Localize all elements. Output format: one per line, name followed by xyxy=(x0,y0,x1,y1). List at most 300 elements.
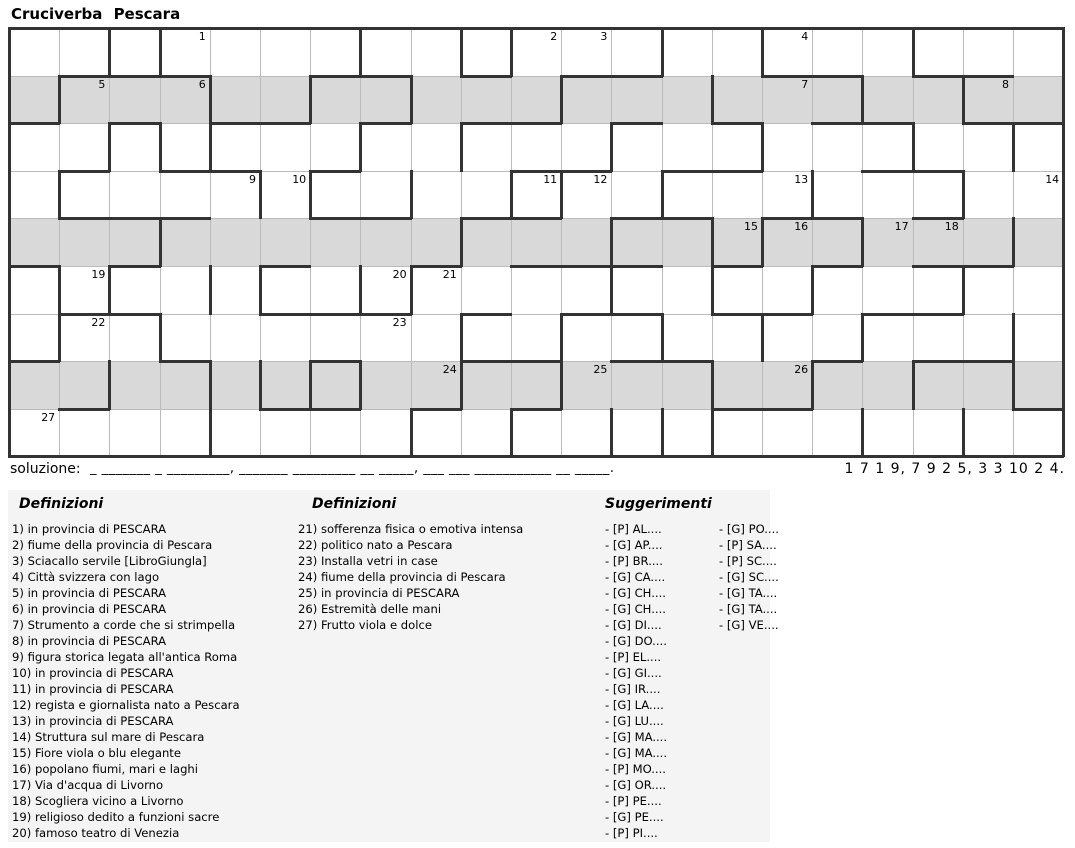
grid-cell[interactable] xyxy=(160,76,210,124)
grid-cell[interactable] xyxy=(310,171,360,219)
grid-cell[interactable] xyxy=(812,123,862,171)
grid-cell[interactable] xyxy=(963,123,1013,171)
grid-cell[interactable] xyxy=(611,76,661,124)
grid-cell[interactable] xyxy=(360,314,410,362)
word-boundary xyxy=(259,313,412,316)
grid-cell[interactable] xyxy=(461,266,511,314)
clue-item: 2) fiume della provincia di Pescara xyxy=(12,538,213,552)
grid-cell[interactable] xyxy=(461,123,511,171)
word-boundary xyxy=(159,122,162,172)
grid-cell[interactable] xyxy=(561,123,611,171)
grid-cell[interactable] xyxy=(160,171,210,219)
grid-cell[interactable] xyxy=(1013,28,1063,76)
word-boundary xyxy=(560,75,662,78)
grid-cell[interactable] xyxy=(712,28,762,76)
grid-cell[interactable] xyxy=(260,123,310,171)
grid-cell[interactable] xyxy=(260,361,310,409)
word-boundary xyxy=(711,122,763,125)
grid-cell[interactable] xyxy=(662,266,712,314)
word-boundary xyxy=(309,170,312,220)
word-boundary xyxy=(861,313,963,316)
grid-cell[interactable] xyxy=(762,123,812,171)
grid-cell[interactable] xyxy=(963,314,1013,362)
word-boundary xyxy=(259,265,262,315)
grid-cell[interactable] xyxy=(712,314,762,362)
grid-cell[interactable] xyxy=(662,409,712,457)
grid-cell[interactable] xyxy=(812,361,862,409)
grid-cell[interactable] xyxy=(812,218,862,266)
grid-cell[interactable] xyxy=(862,171,912,219)
solution-pattern: 1 7 1 9, 7 9 2 5, 3 3 10 2 4. xyxy=(844,461,1065,477)
word-boundary xyxy=(58,408,110,411)
grid-cell[interactable] xyxy=(511,123,561,171)
grid-cell[interactable] xyxy=(411,409,461,457)
word-boundary xyxy=(610,265,613,315)
grid-cell[interactable] xyxy=(109,76,159,124)
grid-line xyxy=(511,28,512,456)
grid-cell[interactable] xyxy=(561,314,611,362)
grid-cell[interactable] xyxy=(1013,266,1063,314)
word-boundary xyxy=(711,408,813,411)
word-boundary xyxy=(1012,217,1015,267)
grid-cell[interactable] xyxy=(360,361,410,409)
grid-cell[interactable] xyxy=(461,28,511,76)
grid-cell[interactable] xyxy=(160,409,210,457)
word-boundary xyxy=(8,265,60,268)
word-boundary xyxy=(410,265,413,315)
grid-cell[interactable] xyxy=(411,76,461,124)
grid-cell[interactable] xyxy=(411,171,461,219)
word-boundary xyxy=(460,313,512,316)
grid-cell[interactable] xyxy=(411,266,461,314)
word-boundary xyxy=(460,360,463,410)
word-boundary xyxy=(811,265,814,315)
grid-cell[interactable] xyxy=(963,266,1013,314)
hint-item: - [P] SC.... xyxy=(719,554,777,568)
grid-cell[interactable] xyxy=(712,76,762,124)
grid-cell[interactable] xyxy=(210,171,260,219)
grid-cell[interactable] xyxy=(260,171,310,219)
clue-item: 18) Scogliera vicino a Livorno xyxy=(12,794,184,808)
grid-cell[interactable] xyxy=(611,266,661,314)
word-boundary xyxy=(962,408,965,458)
grid-cell[interactable] xyxy=(9,28,59,76)
grid-cell[interactable] xyxy=(611,409,661,457)
grid-cell[interactable] xyxy=(511,409,561,457)
grid-cell[interactable] xyxy=(260,28,310,76)
word-boundary xyxy=(410,170,413,220)
grid-cell[interactable] xyxy=(963,28,1013,76)
grid-cell[interactable] xyxy=(310,314,360,362)
word-boundary xyxy=(811,265,863,268)
grid-cell[interactable] xyxy=(662,123,712,171)
grid-cell[interactable] xyxy=(862,218,912,266)
grid-cell[interactable] xyxy=(611,28,661,76)
grid-cell[interactable] xyxy=(712,218,762,266)
grid-cell[interactable] xyxy=(561,266,611,314)
grid-cell[interactable] xyxy=(662,361,712,409)
grid-cell[interactable] xyxy=(1013,171,1063,219)
grid-cell[interactable] xyxy=(360,28,410,76)
grid-cell[interactable] xyxy=(160,28,210,76)
hint-item: - [G] MA.... xyxy=(605,730,668,744)
hint-item: - [G] GI.... xyxy=(605,666,662,680)
grid-cell[interactable] xyxy=(712,123,762,171)
grid-cell[interactable] xyxy=(662,314,712,362)
hint-item: - [G] PO.... xyxy=(719,522,779,536)
grid-cell[interactable] xyxy=(862,76,912,124)
grid-cell[interactable] xyxy=(913,218,963,266)
grid-cell[interactable] xyxy=(461,171,511,219)
clue-item: 7) Strumento a corde che si strimpella xyxy=(12,618,236,632)
grid-cell[interactable] xyxy=(360,409,410,457)
grid-cell[interactable] xyxy=(1013,409,1063,457)
word-boundary xyxy=(8,455,1064,458)
grid-cell[interactable] xyxy=(762,314,812,362)
grid-cell[interactable] xyxy=(411,123,461,171)
grid-cell[interactable] xyxy=(160,314,210,362)
word-boundary xyxy=(711,75,714,125)
grid-cell[interactable] xyxy=(411,28,461,76)
solution-label: soluzione: xyxy=(10,461,81,477)
grid-cell[interactable] xyxy=(260,409,310,457)
hint-item: - [P] PE.... xyxy=(605,794,662,808)
grid-cell[interactable] xyxy=(360,171,410,219)
grid-cell[interactable] xyxy=(862,266,912,314)
grid-cell[interactable] xyxy=(109,361,159,409)
grid-cell[interactable] xyxy=(1013,218,1063,266)
grid-cell[interactable] xyxy=(662,171,712,219)
grid-cell[interactable] xyxy=(210,28,260,76)
grid-cell[interactable] xyxy=(59,409,109,457)
grid-cell[interactable] xyxy=(662,76,712,124)
grid-cell[interactable] xyxy=(963,76,1013,124)
grid-cell[interactable] xyxy=(411,218,461,266)
grid-cell[interactable] xyxy=(561,361,611,409)
grid-cell[interactable] xyxy=(1013,361,1063,409)
grid-cell[interactable] xyxy=(360,218,410,266)
clue-item: 27) Frutto viola e dolce xyxy=(298,618,432,632)
clue-item: 4) Città svizzera con lago xyxy=(12,570,160,584)
hint-item: - [P] AL.... xyxy=(605,522,662,536)
grid-cell[interactable] xyxy=(160,266,210,314)
clue-item: 25) in provincia di PESCARA xyxy=(298,586,460,600)
grid-cell[interactable] xyxy=(862,314,912,362)
grid-cell[interactable] xyxy=(913,409,963,457)
grid-cell[interactable] xyxy=(611,361,661,409)
grid-cell[interactable] xyxy=(913,76,963,124)
grid-cell[interactable] xyxy=(360,76,410,124)
word-boundary xyxy=(159,313,162,363)
clue-item: 19) religioso dedito a funzioni sacre xyxy=(12,810,220,824)
grid-cell[interactable] xyxy=(210,123,260,171)
grid-cell[interactable] xyxy=(561,76,611,124)
grid-cell[interactable] xyxy=(662,218,712,266)
clue-item: 24) fiume della provincia di Pescara xyxy=(298,570,506,584)
hint-item: - [G] TA.... xyxy=(719,602,778,616)
clue-item: 1) in provincia di PESCARA xyxy=(12,522,167,536)
grid-cell[interactable] xyxy=(913,123,963,171)
word-boundary xyxy=(1062,27,1065,457)
word-boundary xyxy=(460,360,562,363)
grid-cell[interactable] xyxy=(561,171,611,219)
clue-list-left xyxy=(12,521,240,841)
grid-cell[interactable] xyxy=(109,266,159,314)
word-boundary xyxy=(209,408,212,458)
clues-panel xyxy=(8,490,779,842)
grid-cell[interactable] xyxy=(310,76,360,124)
crossword-grid xyxy=(9,28,1063,458)
word-boundary xyxy=(761,313,764,363)
word-boundary xyxy=(861,75,864,125)
grid-cell[interactable] xyxy=(9,314,59,362)
grid-cell[interactable] xyxy=(762,361,812,409)
hint-item: - [G] IR.... xyxy=(605,682,661,696)
grid-cell[interactable] xyxy=(561,28,611,76)
grid-cell[interactable] xyxy=(260,266,310,314)
grid-cell[interactable] xyxy=(812,76,862,124)
word-boundary xyxy=(661,170,763,173)
solution-blanks[interactable]: _ _______ _ _________, _______ _________ __ _____, ___ ___ ___________ __ _____. xyxy=(90,461,615,476)
grid-cell[interactable] xyxy=(1013,123,1063,171)
grid-cell[interactable] xyxy=(59,218,109,266)
grid-cell[interactable] xyxy=(511,171,561,219)
grid-cell[interactable] xyxy=(862,28,912,76)
word-boundary xyxy=(610,122,613,172)
word-boundary xyxy=(209,360,212,410)
grid-cell[interactable] xyxy=(59,266,109,314)
grid-cell[interactable] xyxy=(310,266,360,314)
grid-cell[interactable] xyxy=(260,314,310,362)
word-boundary xyxy=(711,217,714,267)
grid-cell[interactable] xyxy=(762,76,812,124)
grid-cell[interactable] xyxy=(59,28,109,76)
grid-cell[interactable] xyxy=(109,28,159,76)
grid-cell[interactable] xyxy=(913,314,963,362)
grid-cell[interactable] xyxy=(963,409,1013,457)
clue-item: 16) popolano fiumi, mari e laghi xyxy=(12,762,198,776)
grid-cell[interactable] xyxy=(9,76,59,124)
grid-cell[interactable] xyxy=(59,361,109,409)
word-boundary xyxy=(359,122,411,125)
grid-cell[interactable] xyxy=(310,409,360,457)
grid-cell[interactable] xyxy=(712,266,762,314)
word-boundary xyxy=(58,170,61,220)
grid-cell[interactable] xyxy=(762,171,812,219)
word-boundary xyxy=(912,27,915,77)
grid-cell[interactable] xyxy=(59,76,109,124)
grid-cell[interactable] xyxy=(762,218,812,266)
grid-cell[interactable] xyxy=(461,218,511,266)
title-word-1: Cruciverba xyxy=(11,5,103,23)
grid-cell[interactable] xyxy=(9,361,59,409)
grid-cell[interactable] xyxy=(862,409,912,457)
hint-item: - [G] LU.... xyxy=(605,714,664,728)
grid-cell[interactable] xyxy=(210,76,260,124)
grid-cell[interactable] xyxy=(511,314,561,362)
hint-item: - [G] CH.... xyxy=(605,586,666,600)
grid-cell[interactable] xyxy=(611,123,661,171)
grid-cell[interactable] xyxy=(862,361,912,409)
hint-item: - [P] PI.... xyxy=(605,826,658,840)
word-boundary xyxy=(58,75,211,78)
grid-cell[interactable] xyxy=(260,218,310,266)
grid-cell[interactable] xyxy=(310,28,360,76)
word-boundary xyxy=(460,313,463,363)
grid-cell[interactable] xyxy=(160,361,210,409)
hint-item: - [G] PE.... xyxy=(605,810,664,824)
grid-cell[interactable] xyxy=(812,314,862,362)
word-boundary xyxy=(259,360,262,410)
grid-cell[interactable] xyxy=(712,171,762,219)
clue-item: 15) Fiore viola o blu elegante xyxy=(12,746,181,760)
word-boundary xyxy=(661,170,664,220)
hint-item: - [G] LA.... xyxy=(605,698,664,712)
grid-cell[interactable] xyxy=(9,409,59,457)
grid-cell[interactable] xyxy=(360,123,410,171)
grid-cell[interactable] xyxy=(109,123,159,171)
grid-cell[interactable] xyxy=(310,361,360,409)
word-boundary xyxy=(610,122,662,125)
word-boundary xyxy=(108,360,111,410)
word-boundary xyxy=(209,265,212,315)
grid-cell[interactable] xyxy=(762,28,812,76)
grid-cell[interactable] xyxy=(511,218,561,266)
grid-cell[interactable] xyxy=(611,218,661,266)
grid-cell[interactable] xyxy=(310,123,360,171)
word-boundary xyxy=(159,217,162,267)
word-boundary xyxy=(811,360,814,410)
word-boundary xyxy=(209,122,311,125)
grid-cell[interactable] xyxy=(712,409,762,457)
grid-cell[interactable] xyxy=(109,218,159,266)
word-boundary xyxy=(610,408,613,458)
grid-cell[interactable] xyxy=(210,409,260,457)
grid-cell[interactable] xyxy=(210,218,260,266)
grid-cell[interactable] xyxy=(1013,76,1063,124)
hint-item: - [P] SA.... xyxy=(719,538,777,552)
word-boundary xyxy=(209,122,212,172)
grid-cell[interactable] xyxy=(913,361,963,409)
clue-number: 15 xyxy=(743,220,758,234)
grid-cell[interactable] xyxy=(963,218,1013,266)
word-boundary xyxy=(610,217,613,267)
word-boundary xyxy=(309,360,312,410)
word-boundary xyxy=(359,122,362,172)
word-boundary xyxy=(58,217,211,220)
grid-cell[interactable] xyxy=(109,409,159,457)
grid-cell[interactable] xyxy=(461,76,511,124)
word-boundary xyxy=(560,313,563,363)
grid-cell[interactable] xyxy=(9,266,59,314)
grid-cell[interactable] xyxy=(160,123,210,171)
grid-cell[interactable] xyxy=(59,123,109,171)
clue-number: 13 xyxy=(794,172,809,186)
grid-cell[interactable] xyxy=(762,266,812,314)
grid-cell[interactable] xyxy=(812,28,862,76)
grid-cell[interactable] xyxy=(411,314,461,362)
grid-cell[interactable] xyxy=(913,266,963,314)
word-boundary xyxy=(510,27,513,77)
grid-cell[interactable] xyxy=(812,171,862,219)
hint-list-1 xyxy=(605,521,667,841)
word-boundary xyxy=(811,360,863,363)
clue-item: 8) in provincia di PESCARA xyxy=(12,634,167,648)
grid-cell[interactable] xyxy=(611,171,661,219)
grid-cell[interactable] xyxy=(310,218,360,266)
grid-cell[interactable] xyxy=(963,361,1013,409)
clue-item: 10) in provincia di PESCARA xyxy=(12,666,174,680)
word-boundary xyxy=(359,27,362,77)
grid-cell[interactable] xyxy=(210,314,260,362)
grid-cell[interactable] xyxy=(561,409,611,457)
word-boundary xyxy=(1012,408,1064,411)
grid-cell[interactable] xyxy=(210,266,260,314)
grid-cell[interactable] xyxy=(59,171,109,219)
word-boundary xyxy=(410,265,462,268)
hint-item: - [G] SC.... xyxy=(719,570,779,584)
clue-number: 10 xyxy=(292,172,307,186)
grid-cell[interactable] xyxy=(9,123,59,171)
grid-cell[interactable] xyxy=(511,76,561,124)
grid-cell[interactable] xyxy=(1013,314,1063,362)
hint-item: - [G] CA.... xyxy=(605,570,666,584)
word-boundary xyxy=(159,360,211,363)
word-boundary xyxy=(912,217,964,220)
grid-cell[interactable] xyxy=(812,409,862,457)
grid-cell[interactable] xyxy=(461,409,511,457)
word-boundary xyxy=(510,170,513,220)
grid-cell[interactable] xyxy=(461,314,511,362)
grid-cell[interactable] xyxy=(611,314,661,362)
grid-cell[interactable] xyxy=(812,266,862,314)
grid-cell[interactable] xyxy=(963,171,1013,219)
grid-cell[interactable] xyxy=(9,171,59,219)
grid-cell[interactable] xyxy=(712,361,762,409)
grid-cell[interactable] xyxy=(9,218,59,266)
clue-number: 17 xyxy=(894,220,909,234)
grid-cell[interactable] xyxy=(59,314,109,362)
grid-cell[interactable] xyxy=(260,76,310,124)
grid-cell[interactable] xyxy=(862,123,912,171)
grid-cell[interactable] xyxy=(511,266,561,314)
grid-cell[interactable] xyxy=(511,361,561,409)
grid-cell[interactable] xyxy=(913,171,963,219)
hint-item: - [G] MA.... xyxy=(605,746,668,760)
grid-cell[interactable] xyxy=(109,171,159,219)
grid-cell[interactable] xyxy=(109,314,159,362)
grid-cell[interactable] xyxy=(360,266,410,314)
word-boundary xyxy=(912,360,915,410)
word-boundary xyxy=(711,265,763,268)
word-boundary xyxy=(761,27,764,77)
grid-cell[interactable] xyxy=(762,409,812,457)
grid-cell[interactable] xyxy=(913,28,963,76)
grid-cell[interactable] xyxy=(461,361,511,409)
clue-number: 25 xyxy=(593,363,608,377)
grid-cell[interactable] xyxy=(662,28,712,76)
grid-cell[interactable] xyxy=(511,28,561,76)
word-boundary xyxy=(460,122,562,125)
hint-item: - [P] EL.... xyxy=(605,650,662,664)
grid-cell[interactable] xyxy=(210,361,260,409)
grid-cell[interactable] xyxy=(411,361,461,409)
word-boundary xyxy=(761,217,764,267)
grid-cell[interactable] xyxy=(561,218,611,266)
word-boundary xyxy=(560,360,563,410)
clue-number: 6 xyxy=(198,77,206,91)
grid-cell[interactable] xyxy=(160,218,210,266)
